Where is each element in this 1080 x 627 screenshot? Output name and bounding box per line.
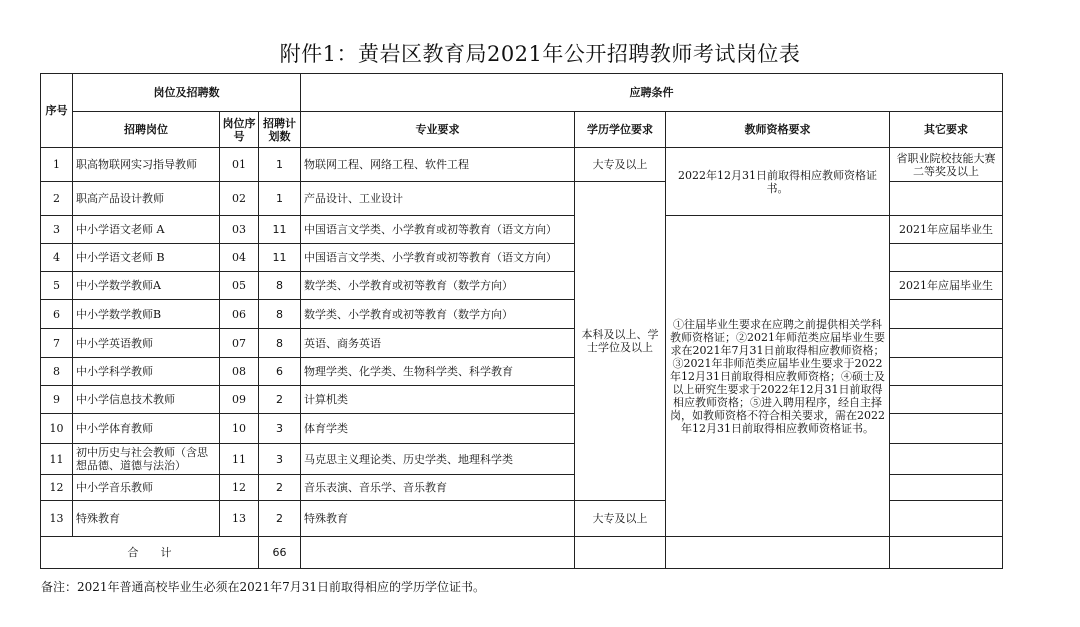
cell-post-no: 12	[220, 475, 259, 501]
header-teacher: 教师资格要求	[666, 112, 890, 148]
cell-post: 职高物联网实习指导教师	[73, 148, 220, 182]
cell-teacher-top: 2022年12月31日前取得相应教师资格证书。	[666, 148, 890, 216]
page-title: 附件1：黄岩区教育局2021年公开招聘教师考试岗位表	[279, 42, 801, 66]
cell-plan: 1	[259, 182, 301, 216]
cell-major: 数学类、小学教育或初等教育（数学方向）	[301, 300, 575, 329]
total-row	[41, 537, 1003, 569]
cell-post: 中小学信息技术教师	[73, 386, 220, 414]
cell-post-no: 03	[220, 216, 259, 244]
cell-seq: 2	[41, 182, 73, 216]
cell-plan: 2	[259, 475, 301, 501]
cell-other	[890, 300, 1003, 329]
cell-major: 中国语言文学类、小学教育或初等教育（语文方向）	[301, 244, 575, 272]
cell-plan: 8	[259, 300, 301, 329]
cell-seq: 6	[41, 300, 73, 329]
cell-major: 数学类、小学教育或初等教育（数学方向）	[301, 272, 575, 300]
header-edu: 学历学位要求	[575, 112, 666, 148]
cell-major: 音乐表演、音乐学、音乐教育	[301, 475, 575, 501]
cell-edu-mid: 本科及以上、学士学位及以上	[575, 182, 666, 501]
cell-other	[890, 414, 1003, 444]
cell-post-no: 04	[220, 244, 259, 272]
header-seq: 序号	[41, 74, 73, 148]
cell-post: 中小学英语教师	[73, 329, 220, 358]
cell-seq: 7	[41, 329, 73, 358]
table-row	[41, 216, 1003, 244]
cell-other: 2021年应届毕业生	[890, 272, 1003, 300]
cell-post-no: 01	[220, 148, 259, 182]
cell-plan: 2	[259, 386, 301, 414]
cell-post: 中小学科学教师	[73, 358, 220, 386]
cell-seq: 10	[41, 414, 73, 444]
cell-post-no: 02	[220, 182, 259, 216]
header-plan: 招聘计划数	[259, 112, 301, 148]
cell-seq: 13	[41, 501, 73, 537]
cell-major: 产品设计、工业设计	[301, 182, 575, 216]
cell-post: 中小学数学教师B	[73, 300, 220, 329]
cell-major: 英语、商务英语	[301, 329, 575, 358]
cell-post: 中小学音乐教师	[73, 475, 220, 501]
header-other: 其它要求	[890, 112, 1003, 148]
cell-post: 初中历史与社会教师（含思想品德、道德与法治）	[73, 444, 220, 475]
footnote: 备注：2021年普通高校毕业生必须在2021年7月31日前取得相应的学历学位证书。	[41, 580, 485, 594]
cell-plan: 3	[259, 414, 301, 444]
cell-other	[890, 475, 1003, 501]
total-empty-teacher	[666, 537, 890, 569]
cell-major: 计算机类	[301, 386, 575, 414]
cell-seq: 5	[41, 272, 73, 300]
cell-plan: 3	[259, 444, 301, 475]
cell-seq: 9	[41, 386, 73, 414]
cell-seq: 1	[41, 148, 73, 182]
cell-other: 省职业院校技能大赛二等奖及以上	[890, 148, 1003, 182]
cell-post-no: 09	[220, 386, 259, 414]
cell-other	[890, 358, 1003, 386]
cell-major: 马克思主义理论类、历史学类、地理科学类	[301, 444, 575, 475]
cell-teacher-empty	[890, 501, 1003, 537]
cell-other	[890, 444, 1003, 475]
total-empty-edu	[575, 537, 666, 569]
cell-major: 中国语言文学类、小学教育或初等教育（语文方向）	[301, 216, 575, 244]
header-group-post: 岗位及招聘数	[73, 74, 301, 112]
cell-plan: 11	[259, 216, 301, 244]
cell-seq: 12	[41, 475, 73, 501]
cell-plan: 2	[259, 501, 301, 537]
cell-edu-top: 大专及以上	[575, 148, 666, 182]
cell-major: 体育学类	[301, 414, 575, 444]
cell-major: 特殊教育	[301, 501, 575, 537]
recruitment-table	[40, 73, 1003, 569]
cell-post-no: 08	[220, 358, 259, 386]
cell-seq: 8	[41, 358, 73, 386]
table-row	[41, 148, 1003, 182]
cell-plan: 8	[259, 272, 301, 300]
cell-post-no: 06	[220, 300, 259, 329]
cell-post-no: 07	[220, 329, 259, 358]
cell-other	[890, 244, 1003, 272]
cell-edu-bottom: 大专及以上	[575, 501, 666, 537]
cell-major: 物联网工程、网络工程、软件工程	[301, 148, 575, 182]
cell-post-no: 05	[220, 272, 259, 300]
cell-post-no: 13	[220, 501, 259, 537]
total-label: 合 计	[41, 537, 259, 569]
cell-post: 中小学体育教师	[73, 414, 220, 444]
header-group-conditions: 应聘条件	[301, 74, 1003, 112]
cell-post: 特殊教育	[73, 501, 220, 537]
cell-seq: 11	[41, 444, 73, 475]
cell-seq: 3	[41, 216, 73, 244]
cell-plan: 8	[259, 329, 301, 358]
cell-other	[890, 182, 1003, 216]
cell-teacher-mid: ①往届毕业生要求在应聘之前提供相关学科教师资格证；②2021年师范类应届毕业生要求在2021年7月31日前取得相应教师资格；③2021年非师范类应届毕业生要求于2022年12月31日前取得相应教师资格；④硕士及以上研究生要求于2022年12月31日前取得相应教师资格；⑤进入聘用程序，经自主择岗，如教师资格不符合相关要求，需在2022年12月31日前取得相应教师资格证书。	[666, 216, 890, 537]
cell-post: 中小学数学教师A	[73, 272, 220, 300]
total-empty-other	[890, 537, 1003, 569]
header-post-no: 岗位序号	[220, 112, 259, 148]
cell-post: 职高产品设计教师	[73, 182, 220, 216]
cell-seq: 4	[41, 244, 73, 272]
header-major: 专业要求	[301, 112, 575, 148]
cell-other	[890, 386, 1003, 414]
cell-post: 中小学语文老师 A	[73, 216, 220, 244]
cell-other	[890, 329, 1003, 358]
cell-other: 2021年应届毕业生	[890, 216, 1003, 244]
cell-post: 中小学语文老师 B	[73, 244, 220, 272]
cell-post-no: 10	[220, 414, 259, 444]
cell-post-no: 11	[220, 444, 259, 475]
cell-major: 物理学类、化学类、生物科学类、科学教育	[301, 358, 575, 386]
cell-plan: 6	[259, 358, 301, 386]
total-value: 66	[259, 537, 301, 569]
total-empty-major	[301, 537, 575, 569]
cell-plan: 1	[259, 148, 301, 182]
header-post: 招聘岗位	[73, 112, 220, 148]
cell-plan: 11	[259, 244, 301, 272]
